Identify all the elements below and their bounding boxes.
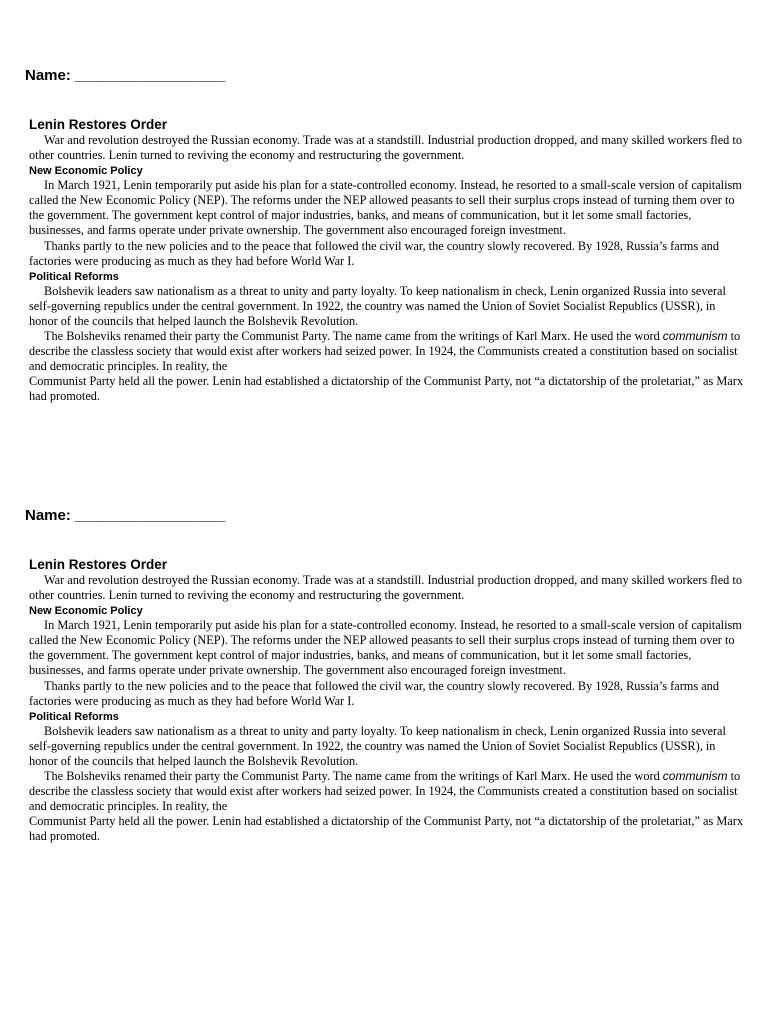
- section-heading-political-reforms: Political Reforms: [29, 710, 119, 723]
- term-communism: communism: [662, 329, 728, 344]
- reforms-text-b: to describe the classless society that would exist after workers had seized power. In 1924, the Communists created a constitution based on socialist and democratic principles. In reality, the: [29, 329, 741, 374]
- nep-paragraph-1: In March 1921, Lenin temporarily put aside his plan for a state-controlled economy. Instead, he resorted to a small-scale version of capitalism called the New Economic Policy (NEP). The reforms under the NEP allowed peasants to sell their surplus crops instead of turning them over to the government. The government kept control of major industries, banks, and means of communication, but it let some small factories, businesses, and farms operate under private ownership. The government also encouraged foreign investment.: [29, 618, 742, 678]
- nep-paragraph-2: Thanks partly to the new policies and to the peace that followed the civil war, the country slowly recovered. By 1928, Russia’s farms and factories were producing as much as they had before World War I.: [29, 238, 719, 268]
- intro-paragraph: War and revolution destroyed the Russian economy. Trade was at a standstill. Industrial production dropped, and many skilled workers fled to other countries. Lenin turned to reviving the economy and restructuring the government.: [29, 573, 742, 603]
- reforms-text-b: to describe the classless society that would exist after workers had seized power. In 1924, the Communists created a constitution based on socialist and democratic principles. In reality, the: [29, 769, 741, 814]
- worksheet-copy-top: [25, 66, 747, 405]
- document-title: Lenin Restores Order: [29, 557, 168, 572]
- reforms-paragraph-1: Bolshevik leaders saw nationalism as a threat to unity and party loyalty. To keep nationalism in check, Lenin organized Russia into several self-governing republics under the central government. In 1922, the country was named the Union of Soviet Socialist Republics (USSR), in honor of the councils that helped launch the Bolshevik Revolution.: [29, 283, 726, 328]
- document-title: Lenin Restores Order: [29, 117, 168, 132]
- reforms-paragraph-3: Communist Party held all the power. Lenin had established a dictatorship of the Communist Party, not “a dictatorship of the proletariat,” as Marx had promoted.: [29, 374, 743, 404]
- section-heading-political-reforms: Political Reforms: [29, 270, 119, 283]
- reforms-paragraph-2: [29, 329, 747, 374]
- reforms-paragraph-2: [29, 769, 747, 814]
- name-field-label: Name: __________________: [25, 67, 226, 84]
- nep-paragraph-2: Thanks partly to the new policies and to the peace that followed the civil war, the country slowly recovered. By 1928, Russia’s farms and factories were producing as much as they had before World War I.: [29, 678, 719, 708]
- reforms-text-a: The Bolsheviks renamed their party the Communist Party. The name came from the writings of Karl Marx. He used the word: [44, 769, 660, 784]
- section-heading-nep: New Economic Policy: [29, 165, 143, 178]
- section-heading-nep: New Economic Policy: [29, 605, 143, 618]
- worksheet-copy-bottom: [25, 506, 747, 845]
- name-field-label: Name: __________________: [25, 507, 226, 524]
- reforms-paragraph-3: Communist Party held all the power. Lenin had established a dictatorship of the Communist Party, not “a dictatorship of the proletariat,” as Marx had promoted.: [29, 814, 743, 844]
- intro-paragraph: War and revolution destroyed the Russian economy. Trade was at a standstill. Industrial production dropped, and many skilled workers fled to other countries. Lenin turned to reviving the economy and restructuring the government.: [29, 133, 742, 163]
- reforms-paragraph-1: Bolshevik leaders saw nationalism as a threat to unity and party loyalty. To keep nationalism in check, Lenin organized Russia into several self-governing republics under the central government. In 1922, the country was named the Union of Soviet Socialist Republics (USSR), in honor of the councils that helped launch the Bolshevik Revolution.: [29, 723, 726, 768]
- reforms-text-a: The Bolsheviks renamed their party the Communist Party. The name came from the writings of Karl Marx. He used the word: [44, 329, 660, 344]
- term-communism: communism: [662, 769, 728, 784]
- nep-paragraph-1: In March 1921, Lenin temporarily put aside his plan for a state-controlled economy. Instead, he resorted to a small-scale version of capitalism called the New Economic Policy (NEP). The reforms under the NEP allowed peasants to sell their surplus crops instead of turning them over to the government. The government kept control of major industries, banks, and means of communication, but it let some small factories, businesses, and farms operate under private ownership. The government also encouraged foreign investment.: [29, 178, 742, 238]
